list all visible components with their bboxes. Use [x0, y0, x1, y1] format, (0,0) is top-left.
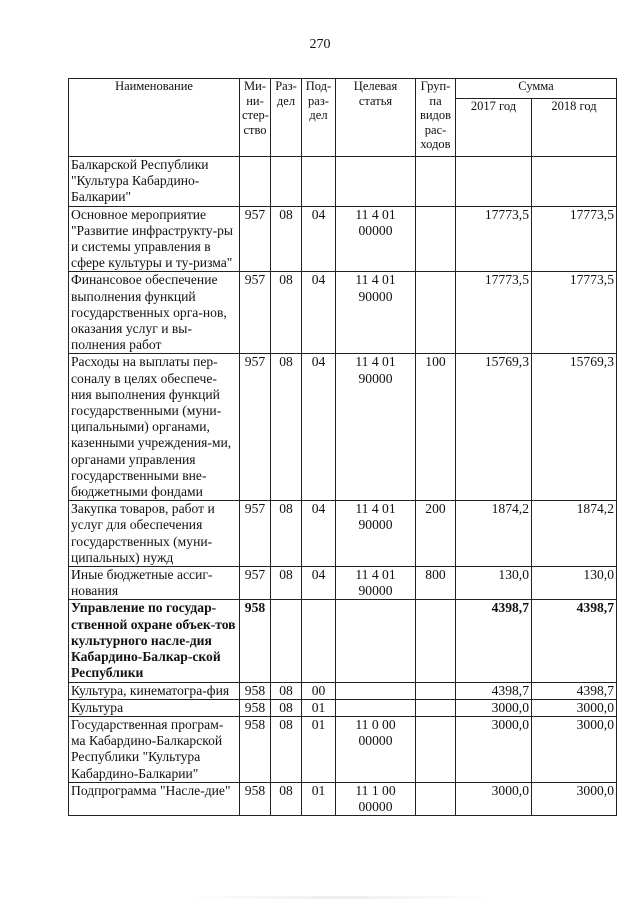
table-row [69, 501, 617, 567]
expense-group-cell [416, 600, 456, 682]
section-cell: 08 [271, 567, 302, 600]
section-cell: 08 [271, 501, 302, 567]
table-row [69, 600, 617, 682]
header-target: Целевая статья [336, 79, 416, 157]
header-year-2017: 2017 год [456, 99, 532, 157]
expense-group-cell [416, 682, 456, 699]
target-cell: 11 1 00 00000 [336, 782, 416, 815]
expense-group-cell [416, 157, 456, 207]
header-name: Наименование [69, 79, 240, 157]
header-section: Раз-дел [271, 79, 302, 157]
table-row [69, 699, 617, 716]
target-cell: 11 4 01 90000 [336, 354, 416, 501]
subsection-cell: 04 [302, 354, 336, 501]
subsection-cell [302, 600, 336, 682]
header-expense-group: Груп-па видов рас-ходов [416, 79, 456, 157]
target-cell: 11 4 01 90000 [336, 567, 416, 600]
sum-2017-cell: 4398,7 [456, 600, 532, 682]
subsection-cell: 04 [302, 567, 336, 600]
table-row [69, 157, 617, 207]
sum-2017-cell: 130,0 [456, 567, 532, 600]
target-cell: 11 4 01 00000 [336, 206, 416, 272]
name-cell: Иные бюджетные ассиг-нования [69, 567, 240, 600]
expense-group-cell: 100 [416, 354, 456, 501]
ministry-cell: 958 [240, 600, 271, 682]
expense-group-cell: 800 [416, 567, 456, 600]
target-cell [336, 682, 416, 699]
table-body [69, 157, 617, 816]
section-cell: 08 [271, 354, 302, 501]
ministry-cell: 958 [240, 699, 271, 716]
section-cell: 08 [271, 716, 302, 782]
sum-2017-cell: 3000,0 [456, 699, 532, 716]
section-cell: 08 [271, 206, 302, 272]
target-cell [336, 157, 416, 207]
table-row [69, 567, 617, 600]
sum-2018-cell: 3000,0 [532, 699, 617, 716]
sum-2018-cell [532, 157, 617, 207]
scan-smudge [185, 896, 495, 899]
ministry-cell: 957 [240, 501, 271, 567]
table-row [69, 782, 617, 815]
subsection-cell: 04 [302, 272, 336, 354]
subsection-cell [302, 157, 336, 207]
section-cell: 08 [271, 699, 302, 716]
sum-2017-cell [456, 157, 532, 207]
section-cell: 08 [271, 272, 302, 354]
ministry-cell [240, 157, 271, 207]
subsection-cell: 01 [302, 782, 336, 815]
table-row [69, 206, 617, 272]
name-cell: Государственная програм-ма Кабардино-Балкарской Республики "Культура Кабардино-Балкарии" [69, 716, 240, 782]
sum-2017-cell: 4398,7 [456, 682, 532, 699]
sum-2017-cell: 17773,5 [456, 206, 532, 272]
sum-2017-cell: 1874,2 [456, 501, 532, 567]
sum-2017-cell: 3000,0 [456, 716, 532, 782]
section-cell: 08 [271, 682, 302, 699]
expense-group-cell [416, 272, 456, 354]
sum-2017-cell: 3000,0 [456, 782, 532, 815]
sum-2018-cell: 4398,7 [532, 682, 617, 699]
sum-2018-cell: 3000,0 [532, 716, 617, 782]
section-cell [271, 600, 302, 682]
name-cell: Закупка товаров, работ и услуг для обеспечения государственных (муни-ципальных) нужд [69, 501, 240, 567]
subsection-cell: 00 [302, 682, 336, 699]
table-row [69, 272, 617, 354]
budget-table [68, 78, 617, 816]
header-year-2018: 2018 год [532, 99, 617, 157]
name-cell: Управление по государ-ственной охране объек-тов культурного насле-дия Кабардино-Балкар-ской Республики [69, 600, 240, 682]
ministry-cell: 957 [240, 206, 271, 272]
sum-2018-cell: 130,0 [532, 567, 617, 600]
target-cell [336, 600, 416, 682]
sum-2018-cell: 17773,5 [532, 206, 617, 272]
expense-group-cell [416, 699, 456, 716]
ministry-cell: 958 [240, 682, 271, 699]
sum-2018-cell: 1874,2 [532, 501, 617, 567]
ministry-cell: 958 [240, 716, 271, 782]
section-cell: 08 [271, 782, 302, 815]
page-number: 270 [309, 37, 331, 52]
name-cell: Основное мероприятие "Развитие инфраструкту-ры и системы управления в сфере культуры и ту-ризма" [69, 206, 240, 272]
target-cell [336, 699, 416, 716]
target-cell: 11 0 00 00000 [336, 716, 416, 782]
target-cell: 11 4 01 90000 [336, 272, 416, 354]
expense-group-cell [416, 782, 456, 815]
name-cell: Расходы на выплаты пер-соналу в целях обеспече-ния выполнения функций государственными (муни-ципальными) органами, казенными учреждения-ми, органами управления государственными вне-бюджетными фондами [69, 354, 240, 501]
table-row [69, 682, 617, 699]
sum-2017-cell: 15769,3 [456, 354, 532, 501]
ministry-cell: 958 [240, 782, 271, 815]
sum-2018-cell: 15769,3 [532, 354, 617, 501]
table-row [69, 716, 617, 782]
expense-group-cell [416, 716, 456, 782]
subsection-cell: 01 [302, 699, 336, 716]
section-cell [271, 157, 302, 207]
ministry-cell: 957 [240, 567, 271, 600]
target-cell: 11 4 01 90000 [336, 501, 416, 567]
subsection-cell: 01 [302, 716, 336, 782]
header-ministry: Ми-ни-стер-ство [240, 79, 271, 157]
name-cell: Подпрограмма "Насле-дие" [69, 782, 240, 815]
header-subsection: Под-раз-дел [302, 79, 336, 157]
expense-group-cell: 200 [416, 501, 456, 567]
sum-2018-cell: 4398,7 [532, 600, 617, 682]
name-cell: Культура, кинематогра-фия [69, 682, 240, 699]
subsection-cell: 04 [302, 501, 336, 567]
name-cell: Культура [69, 699, 240, 716]
subsection-cell: 04 [302, 206, 336, 272]
sum-2017-cell: 17773,5 [456, 272, 532, 354]
sum-2018-cell: 3000,0 [532, 782, 617, 815]
name-cell: Балкарской Республики "Культура Кабардино-Балкарии" [69, 157, 240, 207]
name-cell: Финансовое обеспечение выполнения функций государственных орга-нов, оказания услуг и вы-полнения работ [69, 272, 240, 354]
sum-2018-cell: 17773,5 [532, 272, 617, 354]
ministry-cell: 957 [240, 272, 271, 354]
header-sum: Сумма [456, 79, 617, 99]
table-row [69, 354, 617, 501]
expense-group-cell [416, 206, 456, 272]
ministry-cell: 957 [240, 354, 271, 501]
